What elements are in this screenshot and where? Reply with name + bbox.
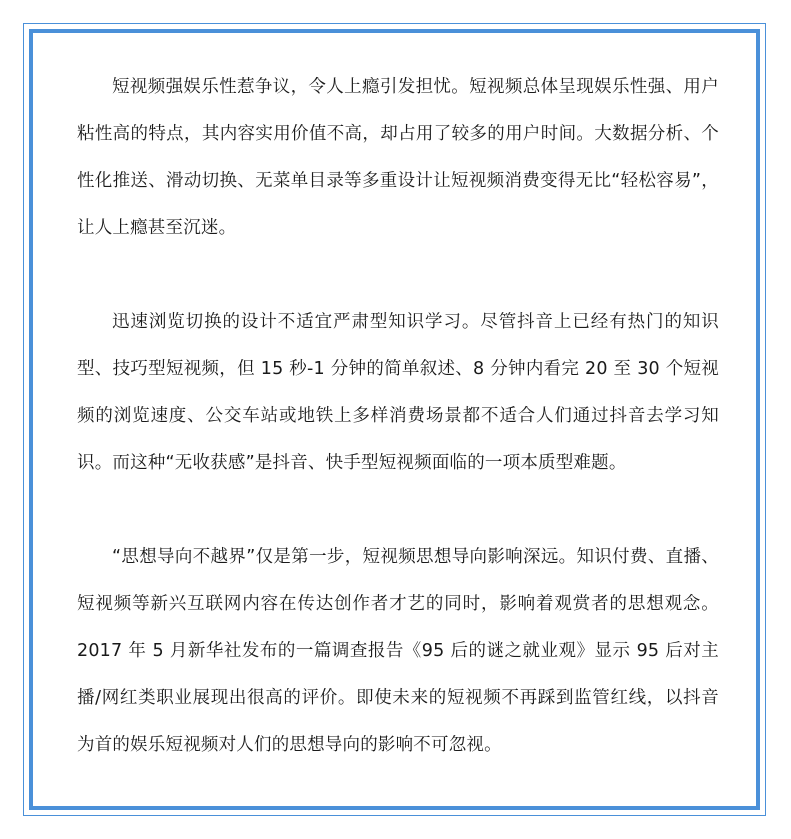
article-body — [77, 64, 719, 769]
paragraph-2: 迅速浏览切换的设计不适宜严肃型知识学习。尽管抖音上已经有热门的知识型、技巧型短视频，但 15 秒-1 分钟的简单叙述、8 分钟内看完 20 至 30 个短视频的浏览速度、公交车站或地铁上多样消费场景都不适合人们通过抖音去学习知识。而这种“无收获感”是抖音、快手型短视频面临的一项本质型难题。 — [77, 312, 719, 473]
paragraph-1: 短视频强娱乐性惹争议，令人上瘾引发担忧。短视频总体呈现娱乐性强、用户粘性高的特点，其内容实用价值不高，却占用了较多的用户时间。大数据分析、个性化推送、滑动切换、无菜单目录等多重设计让短视频消费变得无比“轻松容易”，让人上瘾甚至沉迷。 — [77, 77, 719, 238]
paragraph-3: “思想导向不越界”仅是第一步，短视频思想导向影响深远。知识付费、直播、短视频等新兴互联网内容在传达创作者才艺的同时，影响着观赏者的思想观念。2017 年 5 月新华社发布的一篇调查报告《95 后的谜之就业观》显示 95 后对主播/网红类职业展现出很高的评价。即使未来的短视频不再踩到监管红线，以抖音为首的娱乐短视频对人们的思想导向的影响不可忽视。 — [77, 547, 719, 755]
